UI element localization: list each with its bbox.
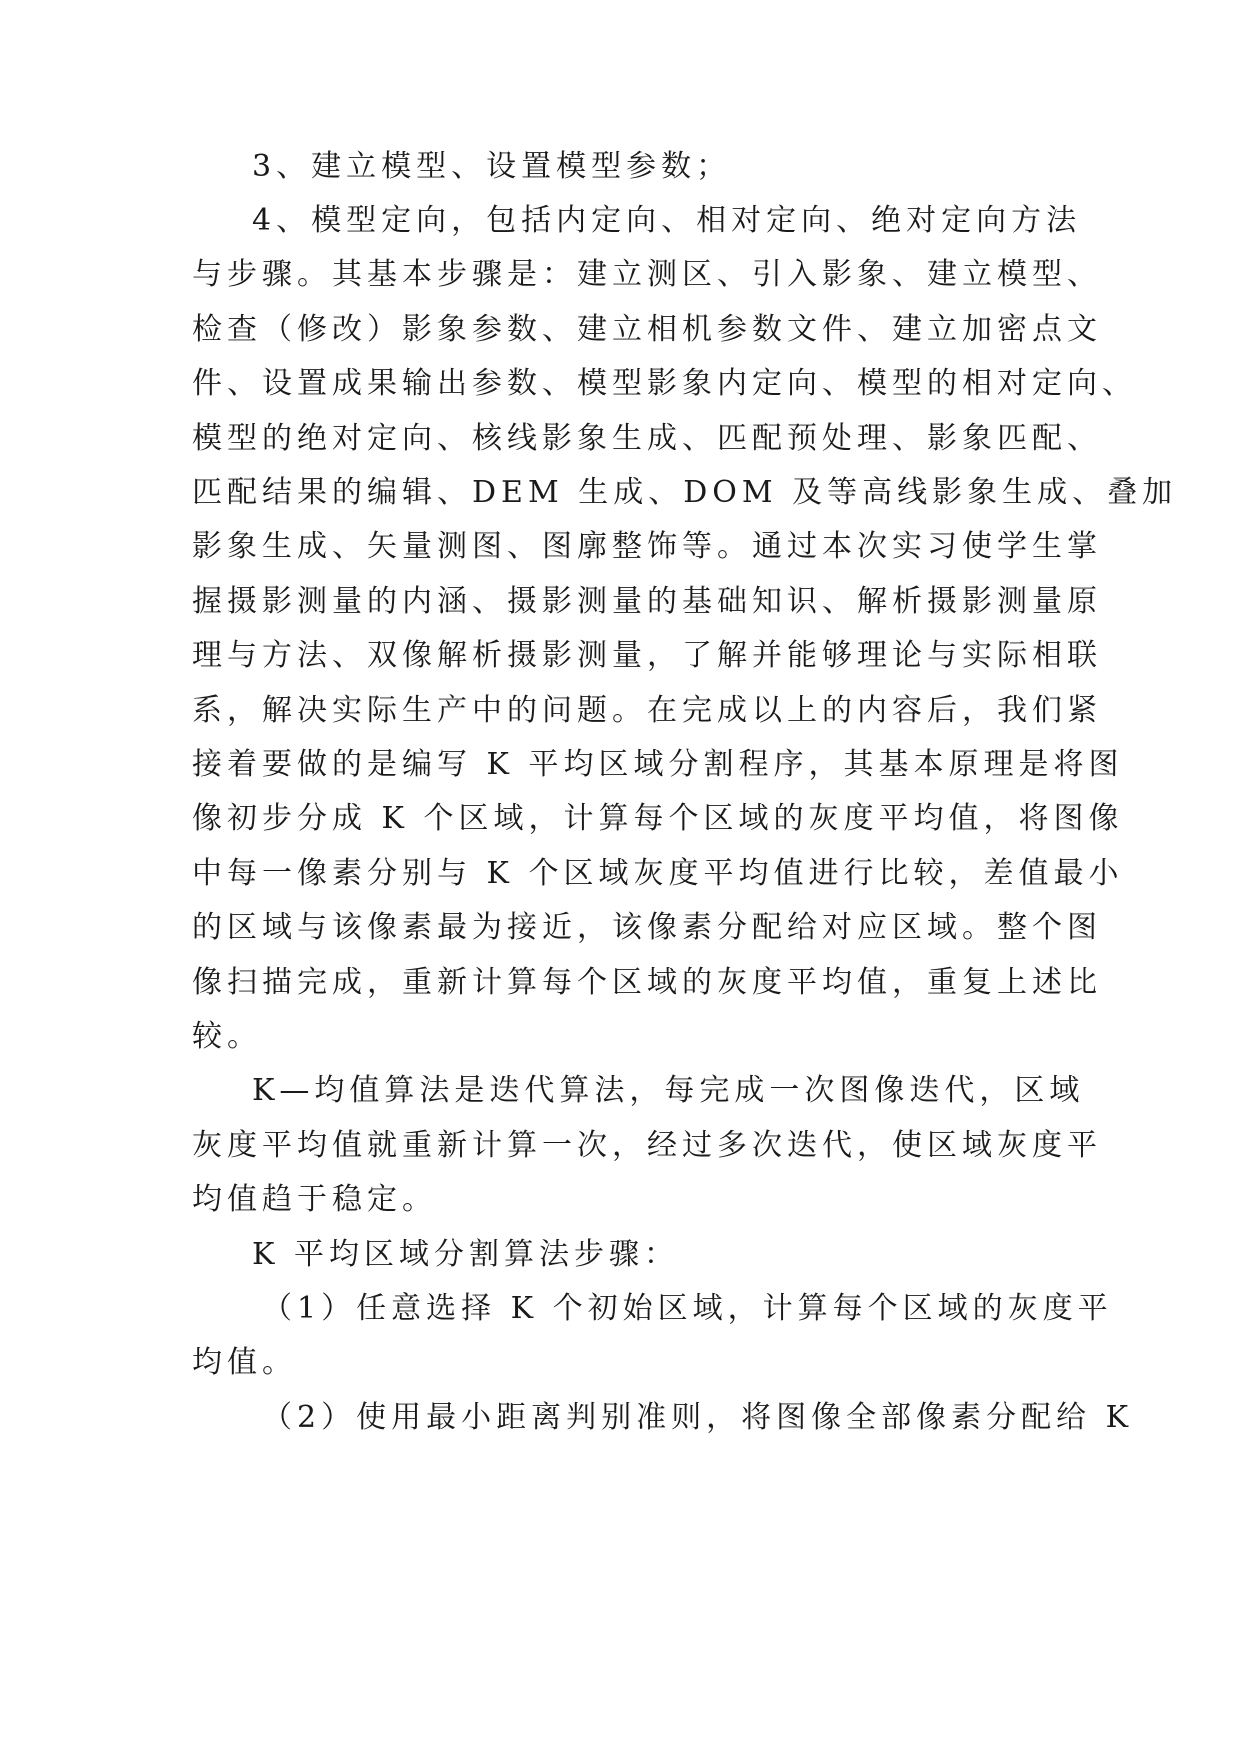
paragraph-line-10: 理与方法、双像解析摄影测量，了解并能够理论与实际相联 bbox=[192, 638, 1102, 673]
paragraph-line-23: 均值。 bbox=[192, 1345, 297, 1380]
paragraph-line-21: K 平均区域分割算法步骤： bbox=[252, 1237, 679, 1272]
paragraph-line-16: 像扫描完成，重新计算每个区域的灰度平均值，重复上述比 bbox=[192, 965, 1102, 1000]
paragraph-line-18: K—均值算法是迭代算法，每完成一次图像迭代，区域 bbox=[252, 1073, 1085, 1108]
paragraph-line-9: 握摄影测量的内涵、摄影测量的基础知识、解析摄影测量原 bbox=[192, 584, 1102, 619]
paragraph-line-13: 像初步分成 K 个区域，计算每个区域的灰度平均值，将图像 bbox=[192, 801, 1124, 836]
paragraph-line-5: 件、设置成果输出参数、模型影象内定向、模型的相对定向、 bbox=[192, 366, 1137, 401]
paragraph-line-11: 系，解决实际生产中的问题。在完成以上的内容后，我们紧 bbox=[192, 693, 1102, 728]
paragraph-line-2: 4、模型定向，包括内定向、相对定向、绝对定向方法 bbox=[252, 203, 1082, 238]
paragraph-line-14: 中每一像素分别与 K 个区域灰度平均值进行比较，差值最小 bbox=[192, 856, 1124, 891]
paragraph-line-4: 检查（修改）影象参数、建立相机参数文件、建立加密点文 bbox=[192, 312, 1102, 347]
paragraph-line-24: （2）使用最小距离判别准则，将图像全部像素分配给 K bbox=[262, 1400, 1134, 1435]
paragraph-line-22: （1）任意选择 K 个初始区域，计算每个区域的灰度平 bbox=[262, 1291, 1113, 1326]
paragraph-line-1: 3、建立模型、设置模型参数； bbox=[252, 149, 732, 184]
paragraph-line-12: 接着要做的是编写 K 平均区域分割程序，其基本原理是将图 bbox=[192, 747, 1124, 782]
paragraph-line-7: 匹配结果的编辑、DEM 生成、DOM 及等高线影象生成、叠加 bbox=[192, 475, 1178, 510]
paragraph-line-15: 的区域与该像素最为接近，该像素分配给对应区域。整个图 bbox=[192, 910, 1102, 945]
paragraph-line-6: 模型的绝对定向、核线影象生成、匹配预处理、影象匹配、 bbox=[192, 421, 1102, 456]
paragraph-line-8: 影象生成、矢量测图、图廓整饰等。通过本次实习使学生掌 bbox=[192, 529, 1102, 564]
paragraph-line-17: 较。 bbox=[192, 1019, 262, 1054]
paragraph-line-3: 与步骤。其基本步骤是：建立测区、引入影象、建立模型、 bbox=[192, 257, 1102, 292]
paragraph-line-20: 均值趋于稳定。 bbox=[192, 1182, 437, 1217]
paragraph-line-19: 灰度平均值就重新计算一次，经过多次迭代，使区域灰度平 bbox=[192, 1128, 1102, 1163]
